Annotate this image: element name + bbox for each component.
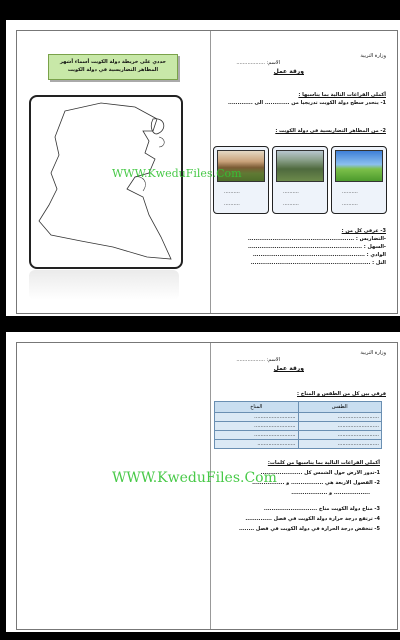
table-cell: .......................... bbox=[215, 431, 299, 440]
table-row bbox=[215, 422, 382, 431]
table-row bbox=[215, 413, 382, 422]
table-row bbox=[215, 440, 382, 449]
sheet-title: ورقة عمل bbox=[273, 365, 304, 372]
sheet-title: ورقة عمل bbox=[273, 68, 304, 75]
table-header-climate: المناخ bbox=[215, 402, 299, 413]
table-cell: .......................... bbox=[215, 413, 299, 422]
map-instruction-line2: المظاهر التضاريسية في دولة الكويت bbox=[67, 67, 159, 73]
table-cell: .......................... bbox=[298, 413, 382, 422]
page-border bbox=[16, 342, 398, 630]
fill-item: 4- ترتفع درجة حرارة دولة الكويت في فصل .............. bbox=[245, 516, 380, 522]
answer-blank: .......... bbox=[283, 201, 299, 207]
q3-item-hill: التل : ............................................................... bbox=[250, 260, 386, 266]
answer-blank: .......... bbox=[224, 201, 240, 207]
column-divider bbox=[210, 343, 211, 629]
compare-heading: فرقي بين كل من الطقس و المناخ : bbox=[297, 391, 386, 397]
photo-card-2 bbox=[272, 146, 328, 214]
answer-blank: .......... bbox=[342, 201, 358, 207]
ministry-label: وزارة التربية bbox=[360, 53, 386, 59]
map-reflection bbox=[29, 270, 179, 300]
table-cell: .......................... bbox=[298, 431, 382, 440]
table-cell: .......................... bbox=[215, 422, 299, 431]
weather-climate-table bbox=[214, 401, 382, 449]
table-cell: ........................ bbox=[215, 440, 299, 449]
answer-blank: .......... bbox=[342, 189, 358, 195]
ministry-label: وزارة التربية bbox=[360, 350, 386, 356]
photo-card-1 bbox=[213, 146, 269, 214]
valley-photo bbox=[276, 150, 324, 182]
kuwait-map-frame bbox=[29, 95, 183, 269]
answer-blank: .......... bbox=[283, 189, 299, 195]
fill-item: 2- الفصول الاربعة هي ................. و ................. bbox=[252, 480, 380, 486]
map-instruction-line1: حددي على خريطة دولة الكويت أسماء أشهر bbox=[60, 59, 166, 65]
table-cell: .......................... bbox=[298, 422, 382, 431]
kuwait-map-outline bbox=[31, 97, 177, 263]
table-row bbox=[215, 431, 382, 440]
fill-item: 1-تدور الارض حول الشمس كل ...................... bbox=[260, 470, 380, 476]
q3-heading: 3- عرفي كل من : bbox=[341, 228, 386, 234]
fill-item: ................... و ................... bbox=[291, 490, 370, 496]
fill-item: 5- تنخفض درجة الحرارة في دولة الكويت في فصل ........ bbox=[238, 526, 380, 532]
map-instruction-box bbox=[48, 54, 178, 80]
table-cell: .......................... bbox=[298, 440, 382, 449]
table-header-weather: الطقس bbox=[298, 402, 382, 413]
q3-item-valley: الوادي : ........................................................... bbox=[252, 252, 386, 258]
q3-item-terrain: -التضاريس : ........................................................ bbox=[247, 236, 386, 242]
fill-item: 3- مناخ دولة الكويت مناخ ............................ bbox=[263, 506, 380, 512]
watermark: WWW.KweduFiles.Com bbox=[112, 470, 277, 486]
fill-heading: أكملي الفراغات التالية بما يناسبها من كلمات: bbox=[267, 460, 380, 466]
q1-heading: أكملي الفراغات التالية بما يناسبها : bbox=[298, 92, 386, 98]
plain-photo bbox=[335, 150, 383, 182]
answer-blank: .......... bbox=[224, 189, 240, 195]
photo-card-3 bbox=[331, 146, 387, 214]
q1-item: 1- ينحدر سطح دولة الكويت تدريجيا من ............. الى ............. bbox=[228, 100, 386, 106]
watermark: WWW.KweduFiles.Com bbox=[112, 167, 242, 180]
student-name-label: الاسم: .................. bbox=[236, 60, 280, 66]
q3-item-plain: -السهل : ............................................................ bbox=[248, 244, 386, 250]
student-name-label: الاسم: .................. bbox=[236, 357, 280, 363]
q2-heading: 2- من المظاهر التضاريسية في دولة الكويت : bbox=[275, 128, 386, 134]
